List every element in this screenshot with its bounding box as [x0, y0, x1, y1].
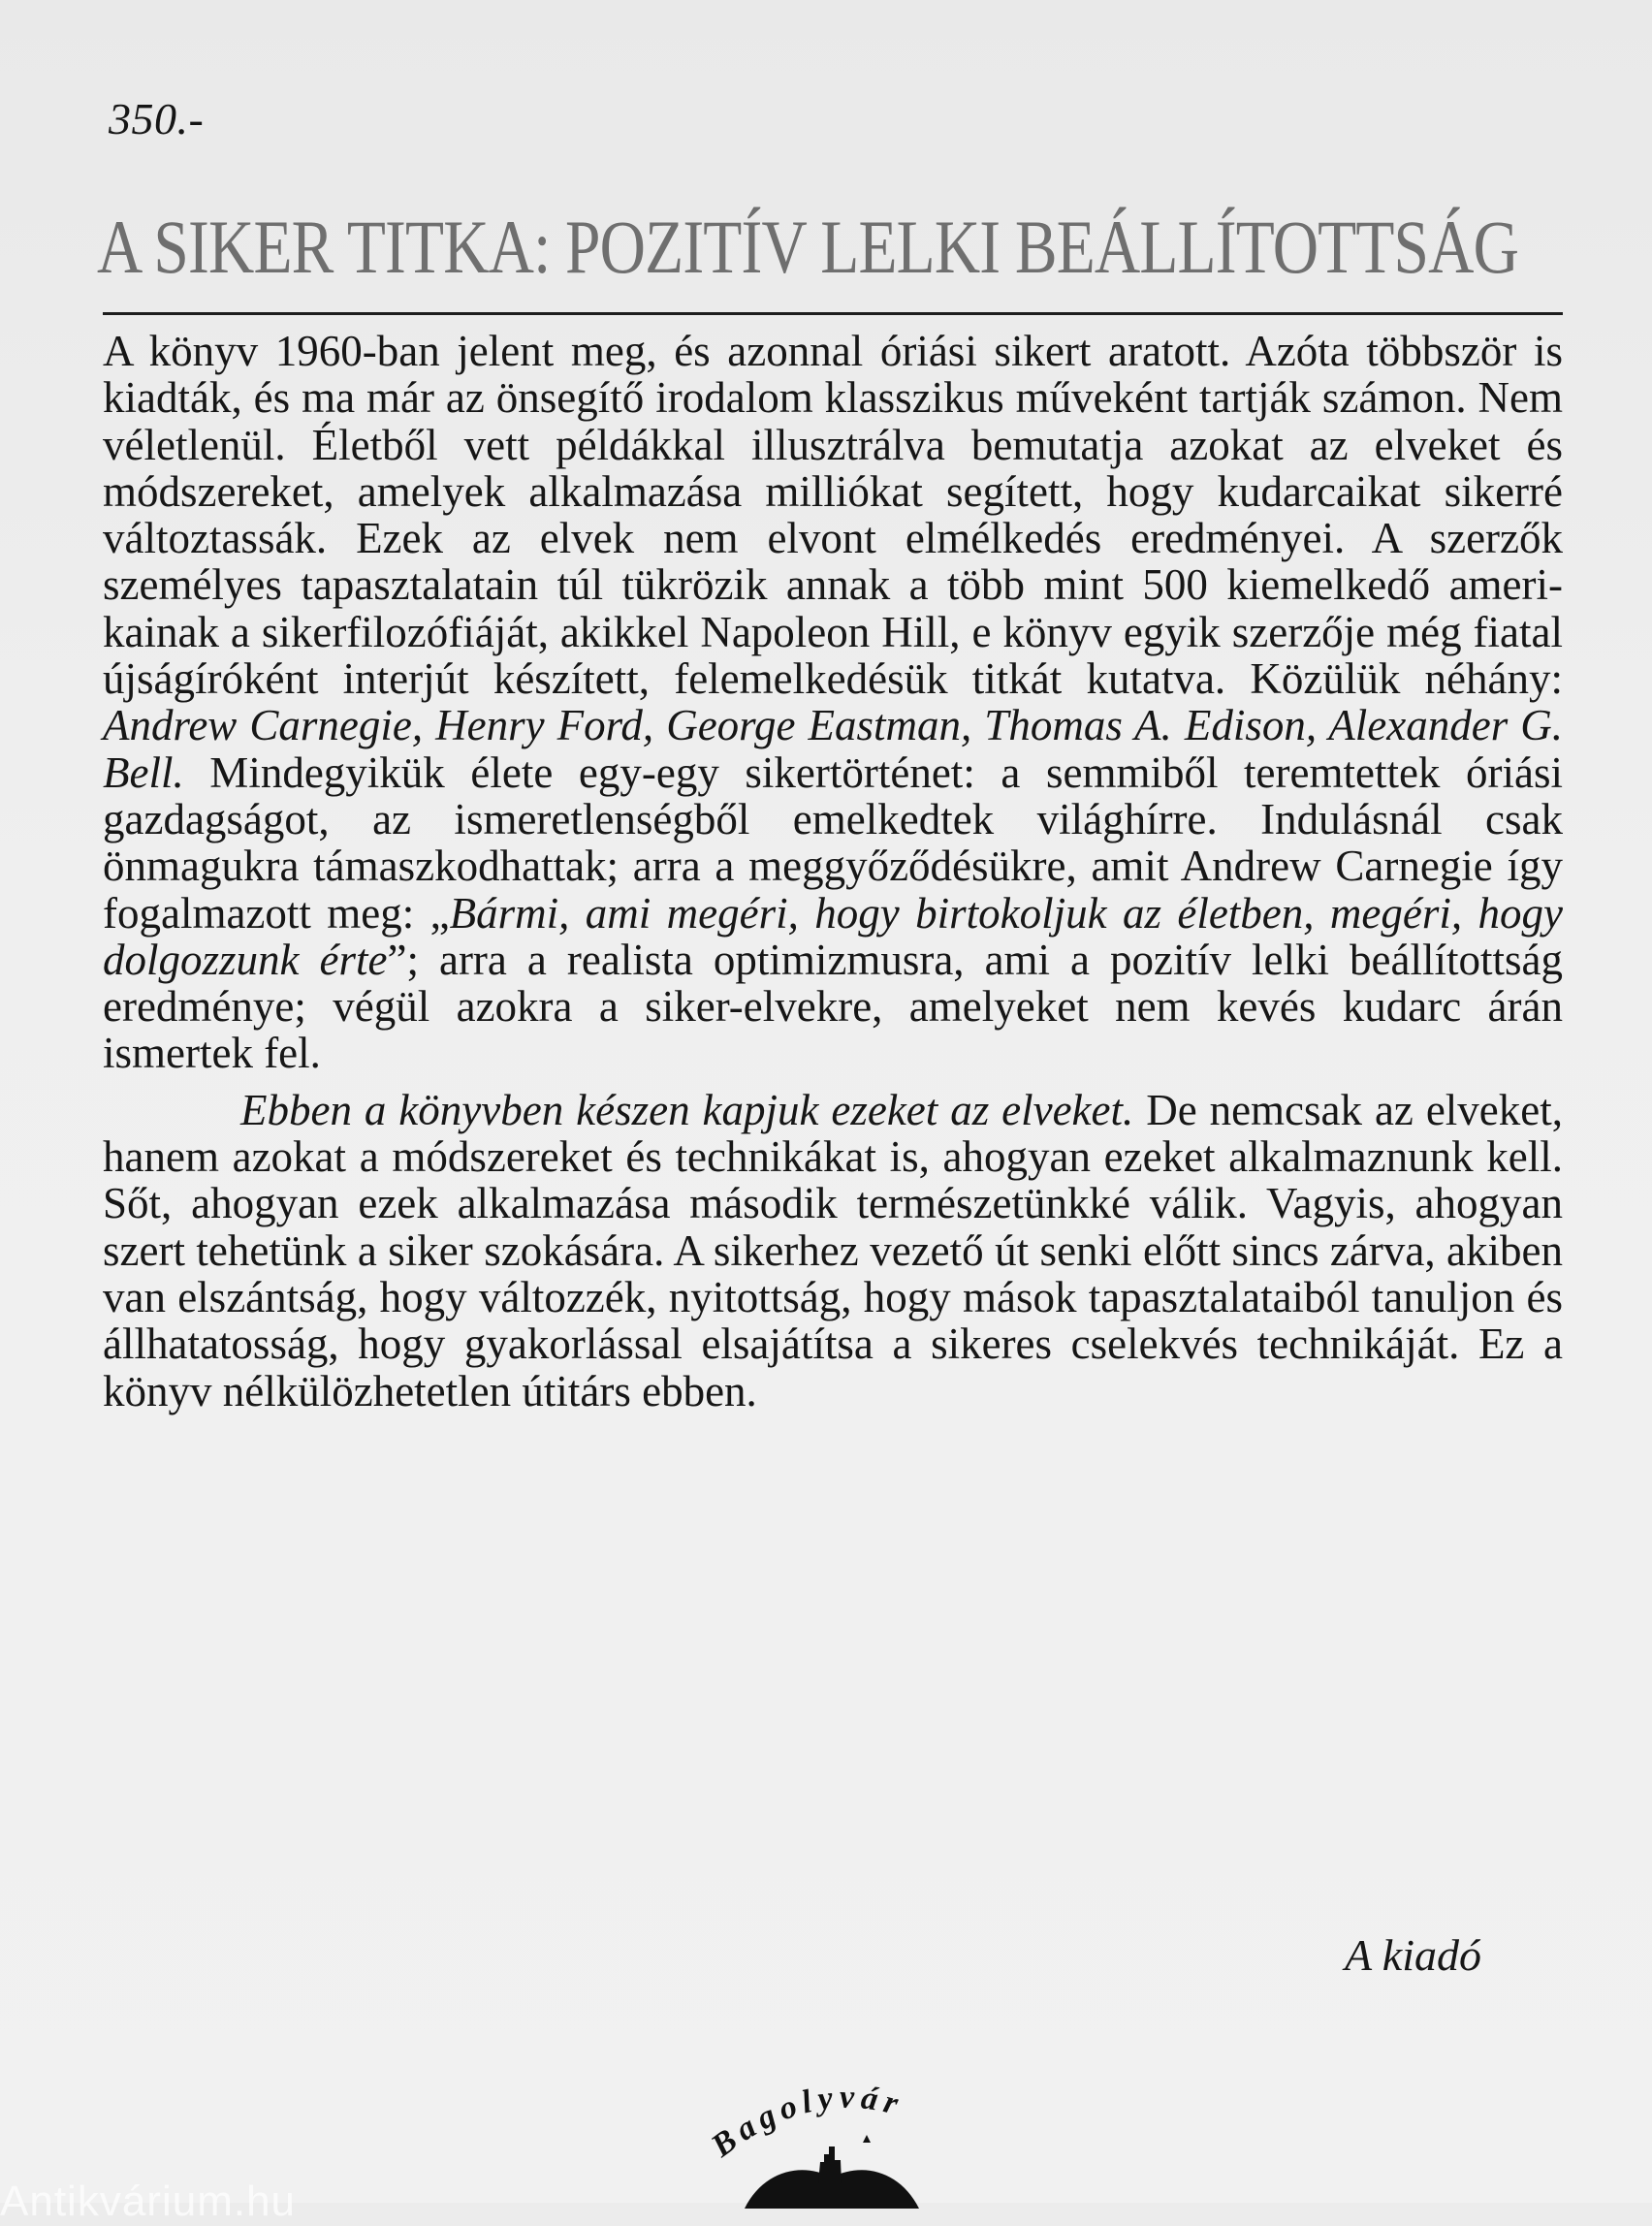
- paragraph-1-names: Andrew Carnegie, Henry Ford, George Eastman, Thomas A. Edison, Alexander G. Bell.: [103, 701, 1563, 797]
- paragraph-1-intro: A könyv 1960-ban jelent meg, és azonnal óriási sikert aratott. Azóta többször is kiadták, és ma már az önsegítő irodalom klasszikus műveként tartják számon. Nem véletlenül. Életből vett példákkal illusztrálva bemutatja azokat az elveket és módszereket, amelyek alkalmazása milliókat segített, hogy kudarcaikat sikerré változtassák. Ezek az elvek nem elvont elmélkedés eredményei. A szerzők személyes tapasztalatain túl tükrözik annak a több mint 500 kiemelkedő amerikainak a sikerfilozófiáját, akikkel Napoleon Hill, e könyv egyik szerzője még fiatal újságíróként interjút készített, felemelkedésük titkát kutatva. Közülük néhány:: [103, 327, 1563, 704]
- paragraph-2-lead: Ebben a könyvben készen kapjuk ezeket az elveket.: [240, 1085, 1134, 1134]
- page-title: A SIKER TITKA: POZITÍV LELKI BEÁLLÍTOTTSÁG: [97, 205, 1519, 289]
- paragraph-1: [103, 328, 1563, 1077]
- paragraph-2-rest: De nemcsak az elveket, hanem azokat a módszereket és technikákat is, ahogyan ezeket alkalmaznunk kell. Sőt, ahogyan ezek alkalmazása második természetünkké válik. Vagyis, ahogyan szert tehetünk a siker szokására. A sikerhez vezető út senki előtt sincs zárva, akiben van elszántság, hogy változzék, nyitottság, hogy mások tapasztalataiból tanuljon és állhatatosság, hogy gyakorlással elsajátítsa a sikeres cselekvés technikáját. Ez a könyv nélkülözhetetlen útitárs ebben.: [103, 1085, 1563, 1415]
- castle-icon: [818, 2146, 842, 2183]
- publisher-signature: A kiadó: [1345, 1930, 1481, 1980]
- publisher-logo-name: Bagolyvár: [705, 2079, 907, 2165]
- title-divider: [103, 312, 1563, 315]
- paragraph-2: [103, 1087, 1563, 1415]
- publisher-logo-graphic: [696, 2053, 968, 2209]
- carnegie-quote: Bármi, ami megéri, hogy birtokoljuk az életben, megéri, hogy dolgozzunk érte: [103, 888, 1563, 984]
- blurb-text: [103, 328, 1563, 1415]
- paragraph-1-outro: ”; arra a realista optimizmusra, ami a pozitív lelki beállítottság eredménye; végül azokra a siker-elvekre, amelyeket nem kevés kudarc árán ismertek fel.: [103, 935, 1563, 1078]
- owl-castle-logo: [696, 2053, 968, 2209]
- paragraph-1-middle: Mindegyikük élete egy-egy sikertörténet: a semmiből teremtettek óriási gazdagságot, az ismeretlenségből emelkedtek világhírre. Indulásnál csak önmagukra támaszkodhattak; arra a meggyőződésükre, amit Andrew Carnegie így fogalmazott meg: „: [103, 747, 1563, 938]
- watermark-text: Antikvárium.hu: [0, 2178, 297, 2225]
- price-label: 350.-: [109, 94, 205, 143]
- tower-flag-icon: [863, 2135, 871, 2143]
